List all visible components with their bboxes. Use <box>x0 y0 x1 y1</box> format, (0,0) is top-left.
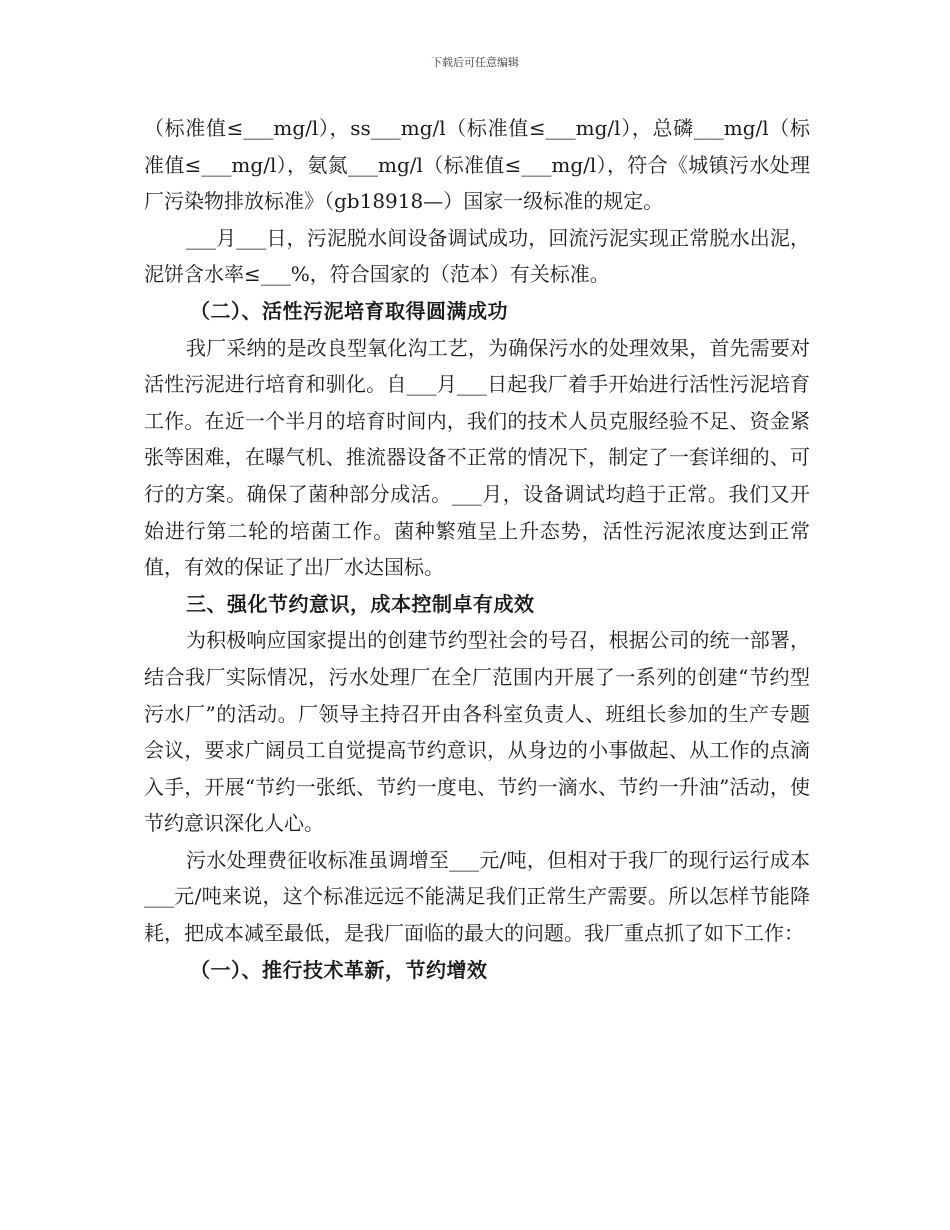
document-body <box>144 110 810 988</box>
page-header: 下载后可任意编辑 <box>431 56 519 69</box>
section-heading-activated-sludge: （二）、活性污泥培育取得圆满成功 <box>190 298 508 323</box>
paragraph-sludge-dewatering: ___月___日，污泥脱水间设备调试成功，回流污泥实现正常脱水出泥，泥饼含水率≤___%，符合国家的（范本）有关标准。 <box>144 225 810 287</box>
paragraph-treatment-fee: 污水处理费征收标准虽调增至___元/吨，但相对于我厂的现行运行成本___元/吨来说，这个标准远远不能满足我们正常生产需要。所以怎样节能降耗，把成本减至最低，是我厂面临的最大的问题。我厂重点抓了如下工作： <box>144 847 810 946</box>
section-heading-tech-innovation: （一）、推行技术革新，节约增效 <box>190 957 488 982</box>
paragraph-activated-sludge: 我厂采纳的是改良型氧化沟工艺，为确保污水的处理效果，首先需要对活性污泥进行培育和驯化。自___月___日起我厂着手开始进行活性污泥培育工作。在近一个半月的培育时间内，我们的技术人员克服经验不足、资金紧张等困难，在曝气机、推流器设备不正常的情况下，制定了一套详细的、可行的方案。确保了菌种部分成活。___月，设备调试均趋于正常。我们又开始进行第二轮的培菌工作。菌种繁殖呈上升态势，活性污泥浓度达到正常值，有效的保证了出厂水达国标。 <box>144 335 810 580</box>
section-heading-cost-control: 三、强化节约意识，成本控制卓有成效 <box>186 591 535 616</box>
paragraph-saving-campaign: 为积极响应国家提出的创建节约型社会的号召，根据公司的统一部署，结合我厂实际情况，污水处理厂在全厂范围内开展了一系列的创建“节约型污水厂”的活动。厂领导主持召开由各科室负责人、班组长参加的生产专题会议，要求广阔员工自觉提高节约意识，从身边的小事做起、从工作的点滴入手，开展“节约一张纸、节约一度电、节约一滴水、节约一升油”活动，使节约意识深化人心。 <box>144 628 810 836</box>
paragraph-effluent-standards: （标准值≤___mg/l），ss___mg/l（标准值≤___mg/l），总磷___mg/l（标准值≤___mg/l），氨氮___mg/l（标准值≤___mg/l），符合《城镇污水处理厂污染物排放标准》（gb18918—）国家一级标准的规定。 <box>144 116 810 214</box>
